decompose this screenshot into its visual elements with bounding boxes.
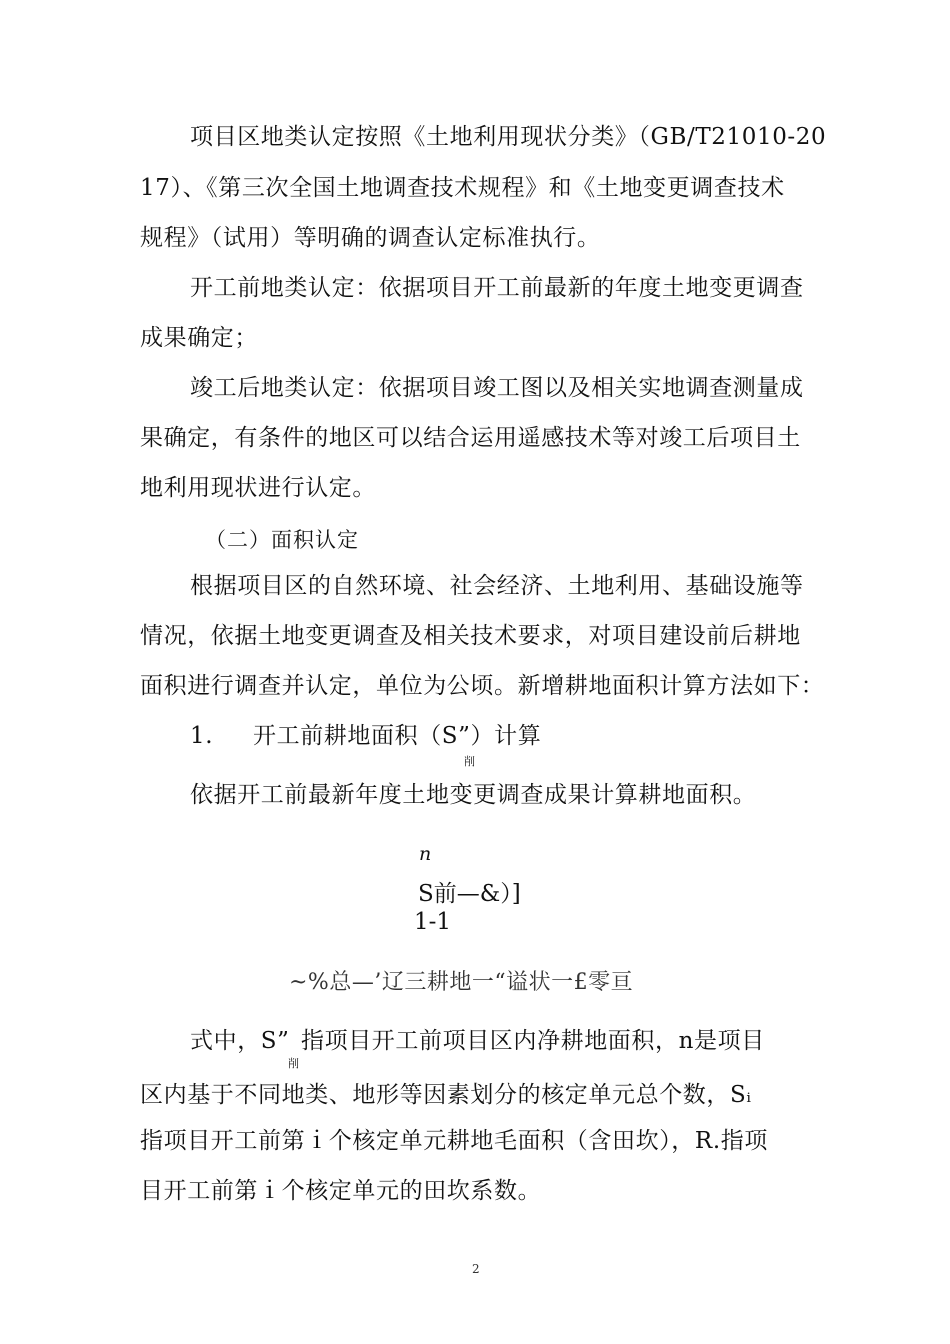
paragraph-line: 面积进行调查并认定，单位为公顷。新增耕地面积计算方法如下： [140, 673, 825, 699]
page-number: 2 [472, 1262, 480, 1276]
paragraph-line: 指项目开工前项目区内净耕地面积，n是项目 [301, 1028, 765, 1054]
subscript: 削 [464, 755, 475, 768]
paragraph-line: 规程》（试用）等明确的调查认定标准执行。 [140, 225, 601, 251]
paragraph-line: 果确定，有条件的地区可以结合运用遥感技术等对竣工后项目土 [140, 425, 801, 451]
paragraph-line: 17）、《第三次全国土地调查技术规程》和《土地变更调查技术 [140, 175, 785, 201]
subscript: 削 [288, 1057, 299, 1070]
garbled-formula-line: ~%总—’辽三耕地一“谥状一£零亘 [289, 970, 634, 995]
formula-lower-limit: 1-1 [414, 909, 452, 935]
paragraph-line: 成果确定； [140, 325, 258, 351]
paragraph-line: 地利用现状进行认定。 [140, 475, 376, 501]
paragraph-line: 根据项目区的自然环境、社会经济、土地利用、基础设施等 [190, 573, 804, 599]
paragraph-line: 依据开工前最新年度土地变更调查成果计算耕地面积。 [190, 782, 757, 808]
list-item-number: 1. [190, 723, 214, 749]
formula-main: S前—&）] [418, 881, 521, 907]
paragraph-line: 竣工后地类认定：依据项目竣工图以及相关实地调查测量成 [190, 375, 804, 401]
paragraph-line: 开工前地类认定：依据项目开工前最新的年度土地变更调查 [190, 275, 804, 301]
paragraph-line: 指项目开工前第ｉ个核定单元耕地毛面积（含田坎），R.指项 [140, 1128, 768, 1154]
paragraph-line: 项目区地类认定按照《土地利用现状分类》（GB/T21010-20 [190, 124, 827, 150]
formula-upper-limit: n [419, 843, 432, 865]
paragraph-line: 区内基于不同地类、地形等因素划分的核定单元总个数，Sᵢ [140, 1082, 752, 1108]
paragraph-line: 目开工前第ｉ个核定单元的田坎系数。 [140, 1178, 542, 1204]
section-heading: （二）面积认定 [205, 528, 359, 552]
paragraph-line: 情况，依据土地变更调查及相关技术要求，对项目建设前后耕地 [140, 623, 801, 649]
paragraph-line: 式中，S” [190, 1028, 290, 1054]
list-item-text: 开工前耕地面积（S”）计算 [253, 723, 542, 749]
